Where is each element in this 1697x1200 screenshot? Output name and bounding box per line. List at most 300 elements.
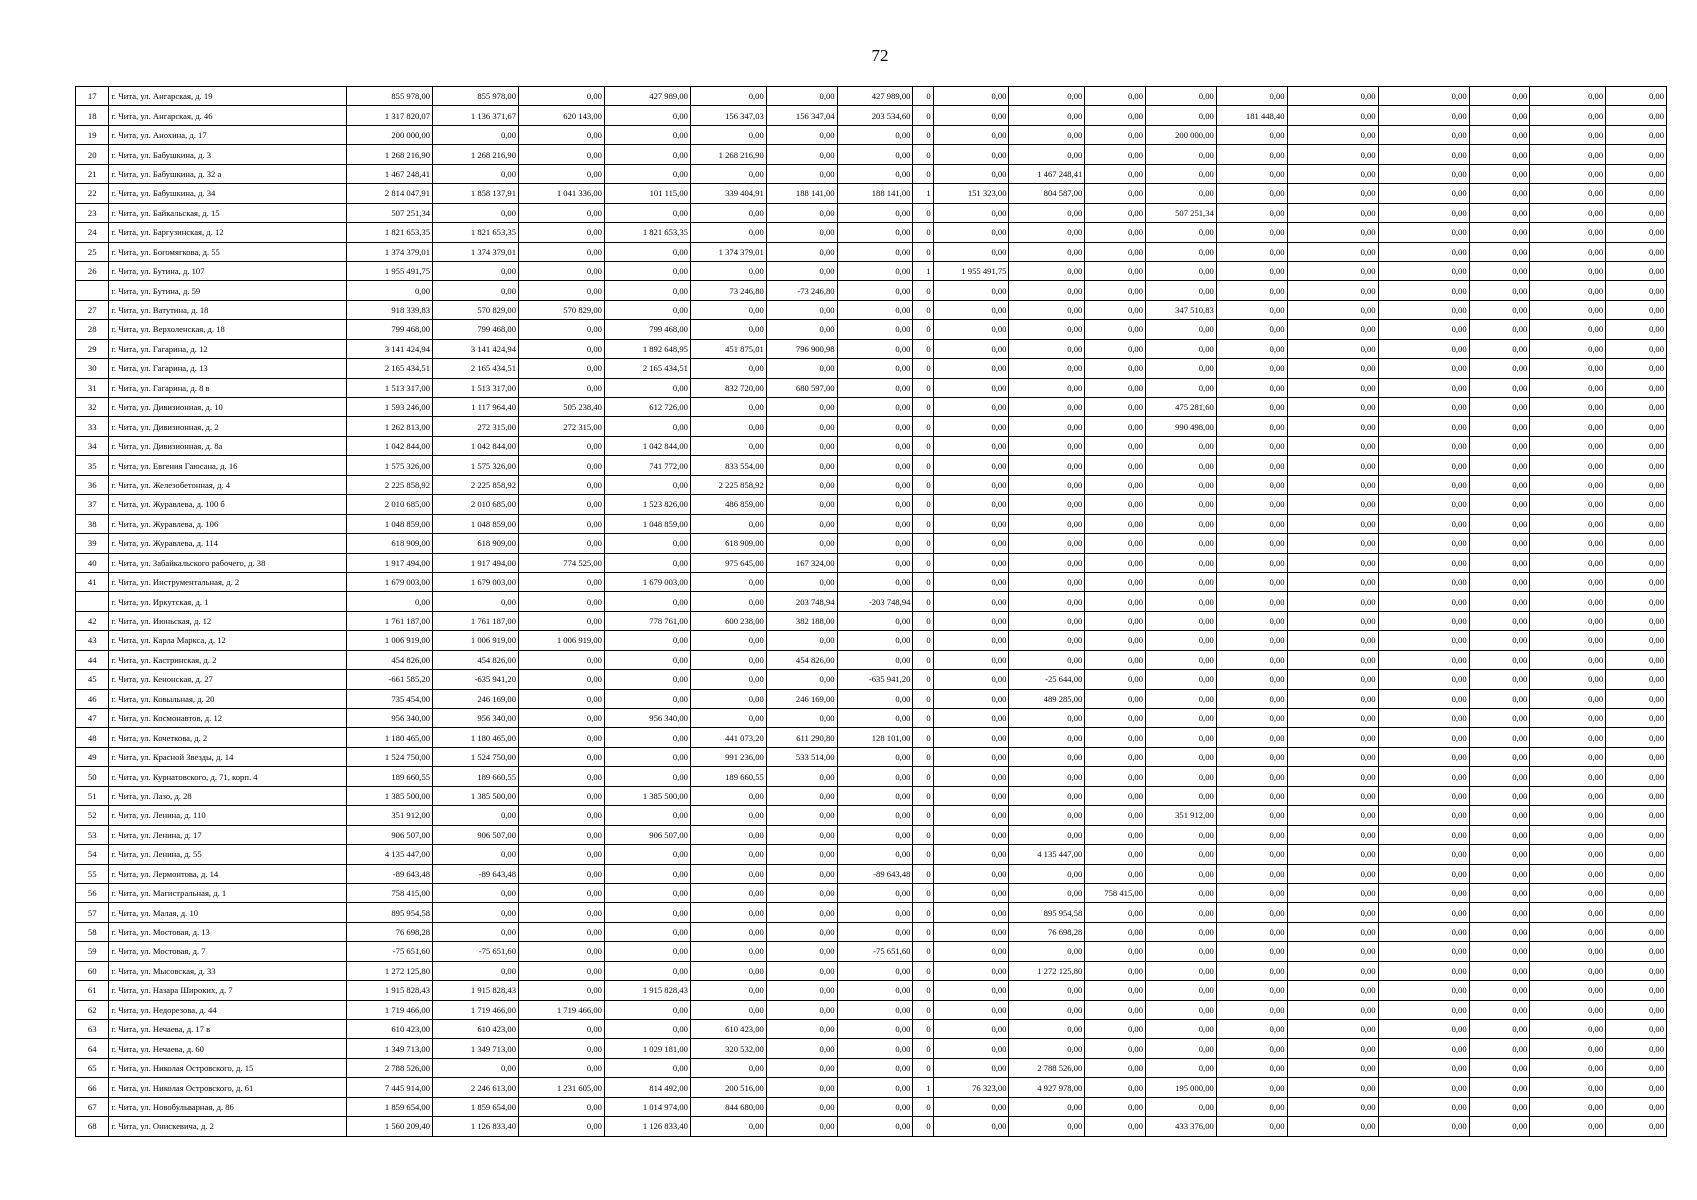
value-cell: 0,00	[766, 709, 837, 728]
value-cell: 76 698,28	[347, 922, 433, 941]
value-cell: 0,00	[1606, 728, 1667, 747]
value-cell: 991 236,00	[690, 747, 766, 766]
address-cell: г. Чита, ул. Евгения Гаюсана, д. 16	[109, 456, 347, 475]
value-cell: 0,00	[933, 125, 1009, 144]
value-cell: 0,00	[1606, 883, 1667, 902]
value-cell: 0,00	[1378, 767, 1469, 786]
value-cell: 0,00	[1146, 1000, 1217, 1019]
value-cell: 0,00	[1378, 261, 1469, 280]
value-cell: 1 268 216,90	[690, 145, 766, 164]
value-cell: 200 516,00	[690, 1078, 766, 1097]
value-cell: 618 909,00	[347, 534, 433, 553]
value-cell: 0,00	[690, 398, 766, 417]
value-cell: 0	[913, 903, 933, 922]
value-cell: 203 748,94	[766, 592, 837, 611]
value-cell: 1 042 844,00	[347, 436, 433, 455]
value-cell: 804 587,00	[1009, 184, 1085, 203]
value-cell: 189 660,55	[690, 767, 766, 786]
value-cell: 1 048 859,00	[433, 514, 519, 533]
value-cell: 0,00	[837, 475, 913, 494]
value-cell: 0,00	[933, 1020, 1009, 1039]
value-cell: 347 510,83	[1146, 300, 1217, 319]
value-cell: 0,00	[1606, 670, 1667, 689]
row-number: 46	[76, 689, 109, 708]
value-cell: 0,00	[1530, 922, 1606, 941]
table-row	[76, 339, 1667, 358]
value-cell: 0,00	[1287, 767, 1378, 786]
value-cell: 0,00	[1146, 747, 1217, 766]
value-cell: 0,00	[1009, 300, 1085, 319]
value-cell: 0,00	[690, 320, 766, 339]
value-cell: 0,00	[1378, 553, 1469, 572]
value-cell: 0,00	[1469, 883, 1530, 902]
value-cell: 0,00	[1287, 845, 1378, 864]
value-cell: 0,00	[604, 922, 690, 941]
value-cell: 0	[913, 825, 933, 844]
value-cell: 0,00	[933, 164, 1009, 183]
value-cell: 0	[913, 203, 933, 222]
value-cell: 0,00	[519, 767, 605, 786]
table-row	[76, 670, 1667, 689]
table-row	[76, 650, 1667, 669]
value-cell: 3 141 424,94	[433, 339, 519, 358]
value-cell: 0,00	[1469, 300, 1530, 319]
value-cell: 0,00	[1146, 475, 1217, 494]
value-cell: 0,00	[933, 806, 1009, 825]
value-cell: 0,00	[1469, 436, 1530, 455]
value-cell: 0,00	[433, 845, 519, 864]
row-number: 37	[76, 495, 109, 514]
value-cell: 0	[913, 534, 933, 553]
value-cell: 0,00	[690, 359, 766, 378]
table-row	[76, 106, 1667, 125]
value-cell: 0,00	[1146, 786, 1217, 805]
value-cell: 2 814 047,91	[347, 184, 433, 203]
table-row	[76, 961, 1667, 980]
address-cell: г. Чита, ул. Дивизионная, д. 10	[109, 398, 347, 417]
value-cell: 0	[913, 359, 933, 378]
value-cell: 0,00	[1009, 572, 1085, 591]
value-cell: 774 525,00	[519, 553, 605, 572]
value-cell: 0,00	[1216, 514, 1287, 533]
value-cell: 0,00	[1469, 514, 1530, 533]
value-cell: 0,00	[837, 709, 913, 728]
value-cell: 0,00	[1216, 203, 1287, 222]
value-cell: 0,00	[1287, 922, 1378, 941]
value-cell: 0,00	[1606, 378, 1667, 397]
value-cell: 0,00	[1606, 184, 1667, 203]
address-cell: г. Чита, ул. Железобетонная, д. 4	[109, 475, 347, 494]
value-cell: 0	[913, 981, 933, 1000]
value-cell: 0,00	[1378, 378, 1469, 397]
row-number: 28	[76, 320, 109, 339]
value-cell: 0,00	[1216, 572, 1287, 591]
table-row	[76, 572, 1667, 591]
value-cell: 0,00	[1469, 553, 1530, 572]
value-cell: 0,00	[519, 378, 605, 397]
value-cell: 0,00	[1530, 534, 1606, 553]
value-cell: 0,00	[1146, 767, 1217, 786]
value-cell: 0,00	[1287, 864, 1378, 883]
value-cell: 0,00	[1530, 961, 1606, 980]
value-cell: 0,00	[1085, 87, 1146, 106]
value-cell: 0,00	[604, 883, 690, 902]
value-cell: 956 340,00	[604, 709, 690, 728]
value-cell: 156 347,03	[690, 106, 766, 125]
address-cell: г. Чита, ул. Бабушкина, д. 3	[109, 145, 347, 164]
row-number: 48	[76, 728, 109, 747]
value-cell: 0,00	[837, 223, 913, 242]
value-cell: 0,00	[1146, 87, 1217, 106]
table-row	[76, 359, 1667, 378]
value-cell: 0,00	[690, 922, 766, 941]
address-cell: г. Чита, ул. Журавлева, д. 100 б	[109, 495, 347, 514]
value-cell: 0,00	[933, 534, 1009, 553]
value-cell: 0,00	[1216, 1020, 1287, 1039]
value-cell: 0,00	[1606, 223, 1667, 242]
value-cell: 0,00	[690, 203, 766, 222]
value-cell: 0,00	[1378, 883, 1469, 902]
value-cell: 0,00	[766, 398, 837, 417]
value-cell: 0,00	[519, 611, 605, 630]
value-cell: 441 073,20	[690, 728, 766, 747]
value-cell: 0,00	[1530, 747, 1606, 766]
value-cell: 0,00	[1378, 747, 1469, 766]
address-cell: г. Чита, ул. Иркутская, д. 1	[109, 592, 347, 611]
value-cell: 0,00	[604, 903, 690, 922]
value-cell: 0,00	[1606, 281, 1667, 300]
value-cell: 433 376,00	[1146, 1117, 1217, 1136]
value-cell: 0,00	[1009, 145, 1085, 164]
value-cell: 0,00	[519, 145, 605, 164]
value-cell: 0,00	[1530, 164, 1606, 183]
value-cell: 0,00	[1085, 359, 1146, 378]
value-cell: 918 339,83	[347, 300, 433, 319]
value-cell: 0,00	[1009, 864, 1085, 883]
value-cell: 0,00	[1216, 534, 1287, 553]
value-cell: 0,00	[1085, 398, 1146, 417]
value-cell: 0,00	[837, 767, 913, 786]
value-cell: 0,00	[519, 514, 605, 533]
table-row	[76, 631, 1667, 650]
value-cell: 0,00	[1085, 261, 1146, 280]
table-row	[76, 242, 1667, 261]
value-cell: 0,00	[837, 786, 913, 805]
row-number: 59	[76, 942, 109, 961]
value-cell: 0,00	[933, 475, 1009, 494]
value-cell: 610 423,00	[433, 1020, 519, 1039]
value-cell: 0,00	[837, 903, 913, 922]
value-cell: 0	[913, 806, 933, 825]
value-cell: 0,00	[690, 164, 766, 183]
value-cell: 7 445 914,00	[347, 1078, 433, 1097]
value-cell: 0,00	[1146, 534, 1217, 553]
value-cell: 0,00	[1378, 1039, 1469, 1058]
value-cell: 0,00	[1216, 281, 1287, 300]
value-cell: 0,00	[1378, 1117, 1469, 1136]
value-cell: 0	[913, 495, 933, 514]
value-cell: 0,00	[1085, 961, 1146, 980]
value-cell: 0,00	[837, 436, 913, 455]
value-cell: 570 829,00	[433, 300, 519, 319]
value-cell: 0,00	[933, 845, 1009, 864]
value-cell: 0,00	[1009, 1117, 1085, 1136]
table-row	[76, 922, 1667, 941]
value-cell: 0,00	[1287, 223, 1378, 242]
value-cell: 0,00	[1009, 495, 1085, 514]
address-cell: г. Чита, ул. Гагарина, д. 13	[109, 359, 347, 378]
value-cell: 0,00	[1216, 883, 1287, 902]
value-cell: 0,00	[837, 359, 913, 378]
value-cell: 0,00	[1530, 320, 1606, 339]
value-cell: 0,00	[1378, 300, 1469, 319]
value-cell: 101 115,00	[604, 184, 690, 203]
value-cell: 0,00	[837, 534, 913, 553]
value-cell: 0,00	[1530, 825, 1606, 844]
row-number: 35	[76, 456, 109, 475]
value-cell: 0,00	[1216, 398, 1287, 417]
value-cell: 272 315,00	[519, 417, 605, 436]
value-cell: 0,00	[1530, 845, 1606, 864]
value-cell: 1 272 125,80	[347, 961, 433, 980]
value-cell: 0,00	[766, 87, 837, 106]
value-cell: 0,00	[766, 164, 837, 183]
value-cell: 0,00	[933, 106, 1009, 125]
value-cell: 0,00	[1287, 398, 1378, 417]
value-cell: 0,00	[1378, 961, 1469, 980]
table-row	[76, 728, 1667, 747]
value-cell: 1 349 713,00	[347, 1039, 433, 1058]
value-cell: 0	[913, 786, 933, 805]
value-cell: 0,00	[1009, 514, 1085, 533]
value-cell: 0,00	[1606, 689, 1667, 708]
value-cell: 0,00	[1216, 495, 1287, 514]
value-cell: 0,00	[1530, 145, 1606, 164]
value-cell: -661 585,20	[347, 670, 433, 689]
value-cell: 0,00	[1146, 320, 1217, 339]
value-cell: 611 290,80	[766, 728, 837, 747]
value-cell: 0,00	[1606, 1097, 1667, 1116]
value-cell: 0,00	[933, 417, 1009, 436]
value-cell: 0	[913, 864, 933, 883]
value-cell: 0,00	[766, 883, 837, 902]
value-cell: 0,00	[1378, 534, 1469, 553]
value-cell: 600 238,00	[690, 611, 766, 630]
value-cell: 0,00	[1287, 883, 1378, 902]
value-cell: 0,00	[1606, 864, 1667, 883]
value-cell: 1 513 317,00	[433, 378, 519, 397]
value-cell: 0,00	[1530, 611, 1606, 630]
value-cell: 0,00	[1469, 650, 1530, 669]
value-cell: 2 788 526,00	[1009, 1058, 1085, 1077]
address-cell: г. Чита, ул. Июньская, д. 12	[109, 611, 347, 630]
value-cell: 0,00	[1469, 184, 1530, 203]
table-row	[76, 747, 1667, 766]
value-cell: 0,00	[1085, 1097, 1146, 1116]
value-cell: 1 006 919,00	[433, 631, 519, 650]
table-row	[76, 553, 1667, 572]
value-cell: 0,00	[1287, 981, 1378, 1000]
value-cell: 0	[913, 378, 933, 397]
value-cell: 0,00	[1469, 339, 1530, 358]
value-cell: 0,00	[1606, 106, 1667, 125]
value-cell: 0,00	[837, 883, 913, 902]
value-cell: 0	[913, 650, 933, 669]
value-cell: 0,00	[837, 417, 913, 436]
table-row	[76, 475, 1667, 494]
value-cell: 0,00	[1378, 942, 1469, 961]
value-cell: 0,00	[1009, 1020, 1085, 1039]
value-cell: 0,00	[519, 436, 605, 455]
value-cell: 73 246,80	[690, 281, 766, 300]
value-cell: 0	[913, 611, 933, 630]
value-cell: 0,00	[1085, 670, 1146, 689]
value-cell: 0,00	[519, 125, 605, 144]
value-cell: 0,00	[519, 728, 605, 747]
value-cell: 189 660,55	[433, 767, 519, 786]
value-cell: 0,00	[519, 1039, 605, 1058]
value-cell: 0,00	[1378, 864, 1469, 883]
address-cell: г. Чита, ул. Журавлева, д. 106	[109, 514, 347, 533]
value-cell: 0,00	[766, 125, 837, 144]
value-cell: 0,00	[1606, 572, 1667, 591]
value-cell: 0,00	[519, 825, 605, 844]
value-cell: 0,00	[604, 125, 690, 144]
value-cell: 1 467 248,41	[1009, 164, 1085, 183]
value-cell: 0,00	[1287, 378, 1378, 397]
value-cell: 0,00	[1606, 87, 1667, 106]
value-cell: 0,00	[1146, 495, 1217, 514]
value-cell: 0,00	[837, 572, 913, 591]
value-cell: 0,00	[1216, 417, 1287, 436]
value-cell: 0,00	[933, 553, 1009, 572]
value-cell: 0,00	[519, 709, 605, 728]
value-cell: 0,00	[1009, 1039, 1085, 1058]
value-cell: 0,00	[519, 903, 605, 922]
value-cell: 610 423,00	[347, 1020, 433, 1039]
value-cell: 0,00	[1085, 281, 1146, 300]
value-cell: 0,00	[1378, 592, 1469, 611]
value-cell: 0,00	[1469, 164, 1530, 183]
value-cell: 0,00	[1530, 1097, 1606, 1116]
value-cell: 0,00	[690, 670, 766, 689]
address-cell: г. Чита, ул. Кастринская, д. 2	[109, 650, 347, 669]
value-cell: 0,00	[933, 709, 1009, 728]
value-cell: 0,00	[1530, 223, 1606, 242]
value-cell: 0,00	[837, 1078, 913, 1097]
table-row	[76, 495, 1667, 514]
value-cell: 0,00	[1606, 125, 1667, 144]
value-cell: 1 262 813,00	[347, 417, 433, 436]
value-cell: 0,00	[1085, 806, 1146, 825]
address-cell: г. Чита, ул. Инструментальная, д. 2	[109, 572, 347, 591]
value-cell: 0,00	[433, 883, 519, 902]
value-cell: 741 772,00	[604, 456, 690, 475]
value-cell: 0,00	[519, 747, 605, 766]
row-number: 31	[76, 378, 109, 397]
value-cell: 0,00	[1378, 398, 1469, 417]
value-cell: 0,00	[1009, 631, 1085, 650]
row-number: 29	[76, 339, 109, 358]
value-cell: 0,00	[1606, 845, 1667, 864]
value-cell: 0,00	[1378, 184, 1469, 203]
value-cell: 0,00	[1216, 981, 1287, 1000]
value-cell: 832 720,00	[690, 378, 766, 397]
row-number: 56	[76, 883, 109, 902]
value-cell: 0,00	[1009, 981, 1085, 1000]
value-cell: 0,00	[837, 281, 913, 300]
value-cell: 1 374 379,01	[347, 242, 433, 261]
value-cell: 0	[913, 1039, 933, 1058]
value-cell: 0,00	[766, 359, 837, 378]
value-cell: 1 374 379,01	[433, 242, 519, 261]
value-cell: 0,00	[837, 650, 913, 669]
value-cell: 0,00	[519, 883, 605, 902]
table-row	[76, 611, 1667, 630]
value-cell: 0,00	[1216, 475, 1287, 494]
value-cell: 0,00	[1530, 281, 1606, 300]
value-cell: 0,00	[766, 864, 837, 883]
value-cell: 0,00	[933, 631, 1009, 650]
value-cell: 0,00	[519, 1117, 605, 1136]
value-cell: 0,00	[1469, 281, 1530, 300]
value-cell: 0,00	[1287, 1000, 1378, 1019]
value-cell: 0,00	[1606, 514, 1667, 533]
value-cell: 0,00	[1287, 942, 1378, 961]
value-cell: 0,00	[837, 1097, 913, 1116]
value-cell: 0	[913, 475, 933, 494]
value-cell: 0,00	[1606, 398, 1667, 417]
value-cell: 0,00	[1378, 203, 1469, 222]
value-cell: 0,00	[1378, 223, 1469, 242]
value-cell: 2 225 858,92	[347, 475, 433, 494]
value-cell: 1 231 605,00	[519, 1078, 605, 1097]
row-number: 25	[76, 242, 109, 261]
value-cell: 0,00	[604, 1000, 690, 1019]
value-cell: 0,00	[933, 767, 1009, 786]
value-cell: 0,00	[1287, 903, 1378, 922]
value-cell: 151 323,00	[933, 184, 1009, 203]
value-cell: 0,00	[1085, 456, 1146, 475]
value-cell: 0,00	[519, 261, 605, 280]
value-cell: 618 909,00	[433, 534, 519, 553]
value-cell: 0,00	[1287, 1078, 1378, 1097]
value-cell: 0,00	[1287, 261, 1378, 280]
row-number: 17	[76, 87, 109, 106]
value-cell: 0,00	[837, 339, 913, 358]
row-number: 41	[76, 572, 109, 591]
value-cell: 0,00	[1287, 709, 1378, 728]
table-row	[76, 87, 1667, 106]
value-cell: 0,00	[837, 747, 913, 766]
address-cell: г. Чита, ул. Недорезова, д. 44	[109, 1000, 347, 1019]
row-number: 19	[76, 125, 109, 144]
row-number: 21	[76, 164, 109, 183]
address-cell: г. Чита, ул. Онискевича, д. 2	[109, 1117, 347, 1136]
value-cell: 0,00	[1469, 845, 1530, 864]
value-cell: 0,00	[766, 1000, 837, 1019]
value-cell: 0	[913, 728, 933, 747]
value-cell: 0,00	[766, 806, 837, 825]
table-row	[76, 184, 1667, 203]
value-cell: 0,00	[519, 864, 605, 883]
value-cell: 320 532,00	[690, 1039, 766, 1058]
value-cell: 0,00	[1287, 961, 1378, 980]
value-cell: 570 829,00	[519, 300, 605, 319]
value-cell: 855 978,00	[347, 87, 433, 106]
value-cell: 0	[913, 436, 933, 455]
value-cell: 0,00	[1146, 514, 1217, 533]
